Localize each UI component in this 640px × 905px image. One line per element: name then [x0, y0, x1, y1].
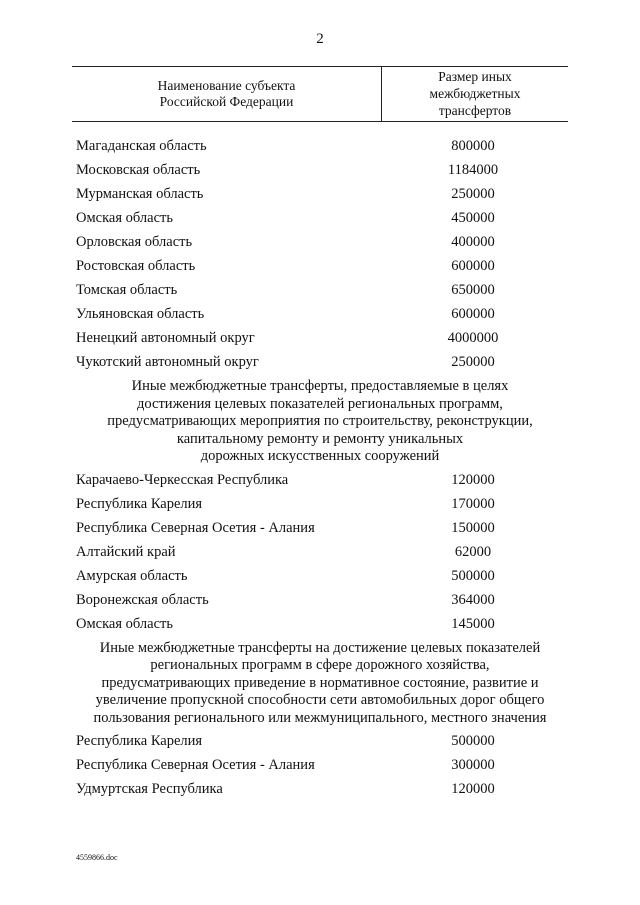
transfer-amount: 800000: [451, 138, 495, 154]
table-row: [0, 468, 640, 492]
document-filename: 4559866.doc: [76, 853, 118, 862]
section-heading-line: региональных программ в сфере дорожного хозяйства,: [150, 657, 490, 673]
header-transfer-size: [382, 68, 568, 119]
table-row: [0, 612, 640, 636]
table-row: [0, 516, 640, 540]
table-row: [0, 492, 640, 516]
section-heading-line: предусматривающих приведение в нормативное состояние, развитие и: [101, 674, 539, 691]
table-row: [0, 588, 640, 612]
transfer-amount: 600000: [451, 258, 495, 274]
table-row: [0, 182, 640, 206]
section-heading-line: Иные межбюджетные трансферты, предоставляемые в целях: [131, 378, 509, 394]
table-header: [72, 66, 568, 122]
region-name: Карачаево-Черкесская Республика: [76, 471, 289, 488]
transfer-amount: 500000: [451, 733, 495, 749]
region-name: Чукотский автономный округ: [76, 354, 259, 370]
table-row: [0, 540, 640, 564]
transfer-amount: 1184000: [447, 162, 499, 178]
region-name: Мурманская область: [76, 186, 204, 202]
region-name: Воронежская область: [76, 591, 209, 608]
region-name: Московская область: [76, 162, 201, 178]
section-heading-line: дорожных искусственных сооружений: [200, 448, 440, 464]
table-row: [0, 326, 640, 350]
table-row: [0, 254, 640, 278]
table-row: [0, 158, 640, 182]
section-heading-line: капитальному ремонту и ремонту уникальных: [176, 430, 464, 447]
table-row: [0, 302, 640, 326]
region-name: Омская область: [76, 210, 173, 226]
table-row: [0, 134, 640, 158]
table-row: [0, 206, 640, 230]
section-heading-road-network: [0, 636, 640, 730]
header-size-line: трансфертов: [438, 103, 512, 118]
transfer-amount: 650000: [451, 282, 495, 298]
transfer-amount: 150000: [451, 519, 495, 536]
transfer-amount: 400000: [451, 234, 495, 250]
section-heading-line: достижения целевых показателей региональных программ,: [137, 395, 503, 412]
region-name: Омская область: [76, 615, 173, 632]
transfer-amount: 300000: [451, 757, 495, 773]
transfer-amount: 250000: [451, 186, 495, 202]
region-name: Орловская область: [76, 234, 193, 250]
transfer-amount: 500000: [451, 567, 495, 584]
header-subject-name: [72, 78, 381, 110]
transfer-amount: 4000000: [447, 330, 499, 346]
table-row: [0, 753, 640, 777]
transfer-amount: 170000: [451, 495, 495, 512]
section-heading-line: предусматривающих мероприятия по строительству, реконструкции,: [107, 413, 533, 429]
region-name: Республика Карелия: [76, 733, 203, 749]
section-heading-line: Иные межбюджетные трансферты на достижение целевых показателей: [99, 639, 541, 656]
transfer-amount: 450000: [451, 210, 495, 226]
table-row: [0, 777, 640, 801]
table-row: [0, 278, 640, 302]
table-row: [0, 729, 640, 753]
region-name: Алтайский край: [76, 543, 176, 560]
header-size-line: межбюджетных: [429, 86, 521, 101]
header-subject-line: Российской Федерации: [159, 94, 294, 109]
region-name: Ульяновская область: [76, 306, 205, 322]
transfer-amount: 600000: [451, 306, 495, 322]
group-2: [0, 468, 640, 636]
section-heading-line: пользования регионального или межмуниципального, местного значения: [93, 709, 547, 726]
group-1: [0, 134, 640, 374]
page-number: 2: [316, 31, 324, 47]
region-name: Удмуртская Республика: [76, 781, 223, 797]
region-name: Амурская область: [76, 567, 188, 584]
table-row: [0, 350, 640, 374]
region-name: Республика Карелия: [76, 495, 203, 512]
region-name: Республика Северная Осетия - Алания: [76, 757, 315, 773]
section-heading-road-structures: [0, 374, 640, 468]
header-subject-line: Наименование субъекта: [157, 78, 296, 93]
transfer-amount: 120000: [451, 781, 495, 797]
transfer-amount: 250000: [451, 354, 495, 370]
region-name: Ростовская область: [76, 258, 196, 274]
group-3: [0, 729, 640, 801]
section-heading-line: увеличение пропускной способности сети автомобильных дорог общего: [95, 692, 545, 708]
transfer-amount: 62000: [454, 543, 492, 560]
transfer-amount: 364000: [451, 591, 495, 608]
header-size-line: Размер иных: [438, 69, 512, 84]
table-row: [0, 564, 640, 588]
transfer-amount: 120000: [451, 471, 495, 488]
region-name: Республика Северная Осетия - Алания: [76, 519, 315, 536]
table-body: [0, 134, 640, 801]
region-name: Томская область: [76, 282, 178, 298]
region-name: Ненецкий автономный округ: [76, 330, 255, 346]
transfer-amount: 145000: [451, 615, 495, 632]
region-name: Магаданская область: [76, 138, 207, 154]
table-row: [0, 230, 640, 254]
